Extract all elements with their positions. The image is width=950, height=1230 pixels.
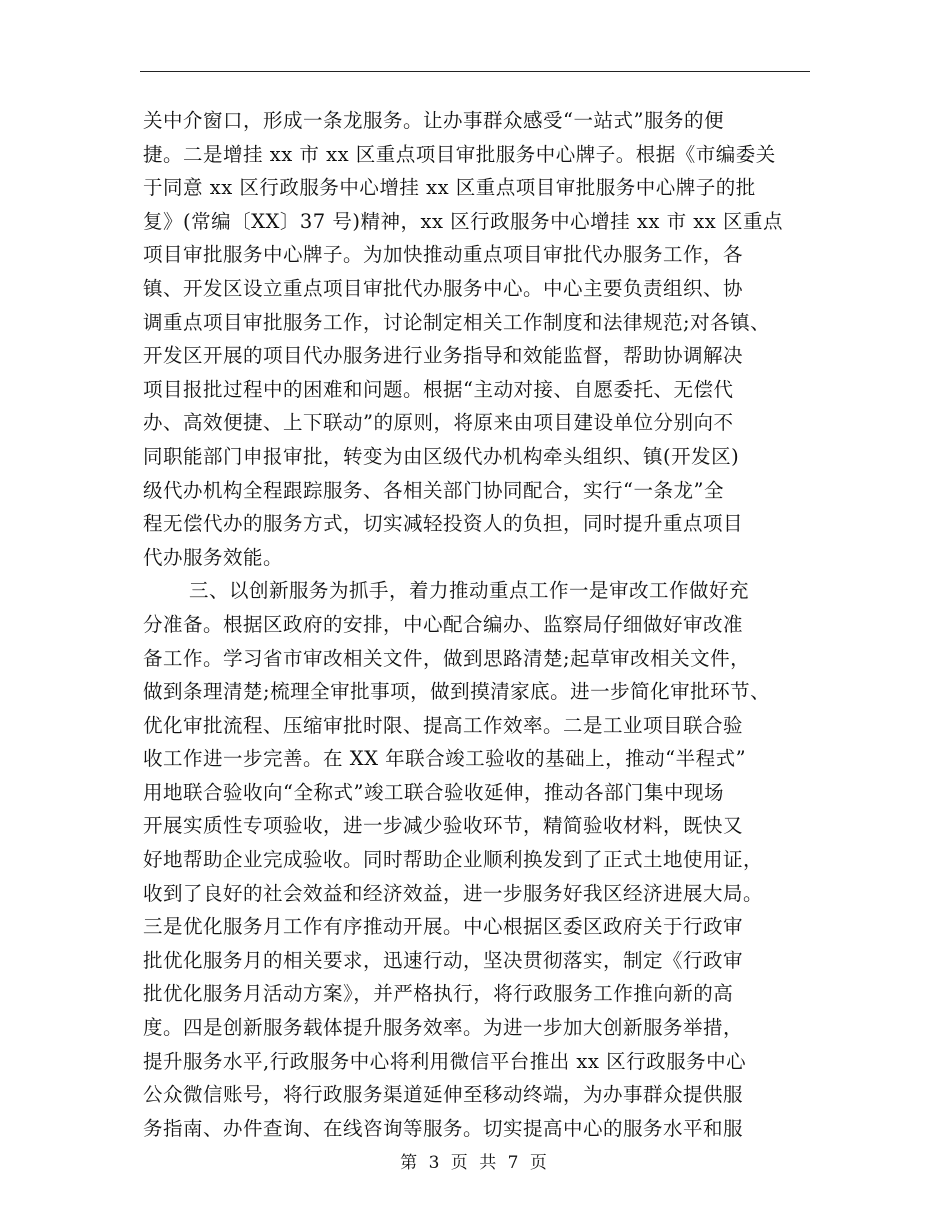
text-line: 开发区开展的项目代办服务进行业务指导和效能监督，帮助协调解决 bbox=[143, 344, 744, 368]
text-line: 复》(常编〔XX〕37 号)精神，xx 区行政服务中心增挂 xx 市 xx 区重点 bbox=[143, 209, 783, 233]
text-line: 同职能部门申报审批，转变为由区级代办机构牵头组织、镇(开发区) bbox=[143, 444, 740, 468]
text-line: 项目报批过程中的困难和问题。根据“主动对接、自愿委托、无偿代 bbox=[143, 377, 734, 401]
text-line: 镇、开发区设立重点项目审批代办服务中心。中心主要负责组织、协 bbox=[143, 276, 744, 300]
text-line: 用地联合验收向“全称式”竣工联合验收延伸，推动各部门集中现场 bbox=[143, 780, 724, 804]
text-line: 三、以创新服务为抓手，着力推动重点工作一是审改工作做好充 bbox=[189, 579, 750, 603]
text-line: 捷。二是增挂 xx 市 xx 区重点项目审批服务中心牌子。根据《市编委关 bbox=[143, 142, 776, 166]
paragraph-2 bbox=[143, 574, 823, 1145]
body-text bbox=[143, 104, 823, 1145]
text-line: 开展实质性专项验收，进一步减少验收环节，精简验收材料，既快又 bbox=[143, 814, 744, 838]
text-line: 批优化服务月活动方案》，并严格执行，将行政服务工作推向新的高 bbox=[143, 982, 734, 1006]
text-line: 好地帮助企业完成验收。同时帮助企业顺利换发到了正式土地使用证， bbox=[143, 848, 764, 872]
paragraph-1 bbox=[143, 104, 823, 574]
text-line: 批优化服务月的相关要求，迅速行动，坚决贯彻落实，制定《行政审 bbox=[143, 948, 744, 972]
text-line: 级代办机构全程跟踪服务、各相关部门协同配合，实行“一条龙”全 bbox=[143, 478, 724, 502]
text-line: 优化审批流程、压缩审批时限、提高工作效率。二是工业项目联合验 bbox=[143, 713, 744, 737]
text-line: 度。四是创新服务载体提升服务效率。为进一步加大创新服务举措， bbox=[143, 1016, 744, 1040]
page-number-footer: 第 3 页 共 7 页 bbox=[400, 1153, 550, 1173]
text-line: 务指南、办件查询、在线咨询等服务。切实提高中心的服务水平和服 bbox=[143, 1116, 744, 1140]
header-rule bbox=[140, 71, 810, 72]
text-line: 公众微信账号，将行政服务渠道延伸至移动终端，为办事群众提供服 bbox=[143, 1083, 744, 1107]
text-line: 办、高效便捷、上下联动”的原则，将原来由项目建设单位分别向不 bbox=[143, 411, 734, 435]
text-line: 备工作。学习省市审改相关文件，做到思路清楚;起草审改相关文件， bbox=[143, 646, 751, 670]
text-line: 提升服务水平,行政服务中心将利用微信平台推出 xx 区行政服务中心 bbox=[143, 1049, 747, 1073]
text-line: 程无偿代办的服务方式，切实减轻投资人的负担，同时提升重点项目 bbox=[143, 512, 744, 536]
text-line: 收到了良好的社会效益和经济效益，进一步服务好我区经济进展大局。 bbox=[143, 881, 764, 905]
text-line: 项目审批服务中心牌子。为加快推动重点项目审批代办服务工作，各 bbox=[143, 243, 744, 267]
text-line: 关中介窗口，形成一条龙服务。让办事群众感受“一站式”服务的便 bbox=[143, 109, 724, 132]
text-line: 三是优化服务月工作有序推动开展。中心根据区委区政府关于行政审 bbox=[143, 915, 744, 939]
text-line: 调重点项目审批服务工作，讨论制定相关工作制度和法律规范;对各镇、 bbox=[143, 310, 771, 334]
text-line: 做到条理清楚;梳理全审批事项，做到摸清家底。进一步简化审批环节、 bbox=[143, 680, 771, 704]
text-line: 代办服务效能。 bbox=[143, 545, 284, 569]
text-line: 于同意 xx 区行政服务中心增挂 xx 区重点项目审批服务中心牌子的批 bbox=[143, 176, 756, 200]
text-line: 收工作进一步完善。在 XX 年联合竣工验收的基础上，推动“半程式” bbox=[143, 747, 747, 771]
text-line: 分准备。根据区政府的安排，中心配合编办、监察局仔细做好审改准 bbox=[143, 612, 744, 636]
